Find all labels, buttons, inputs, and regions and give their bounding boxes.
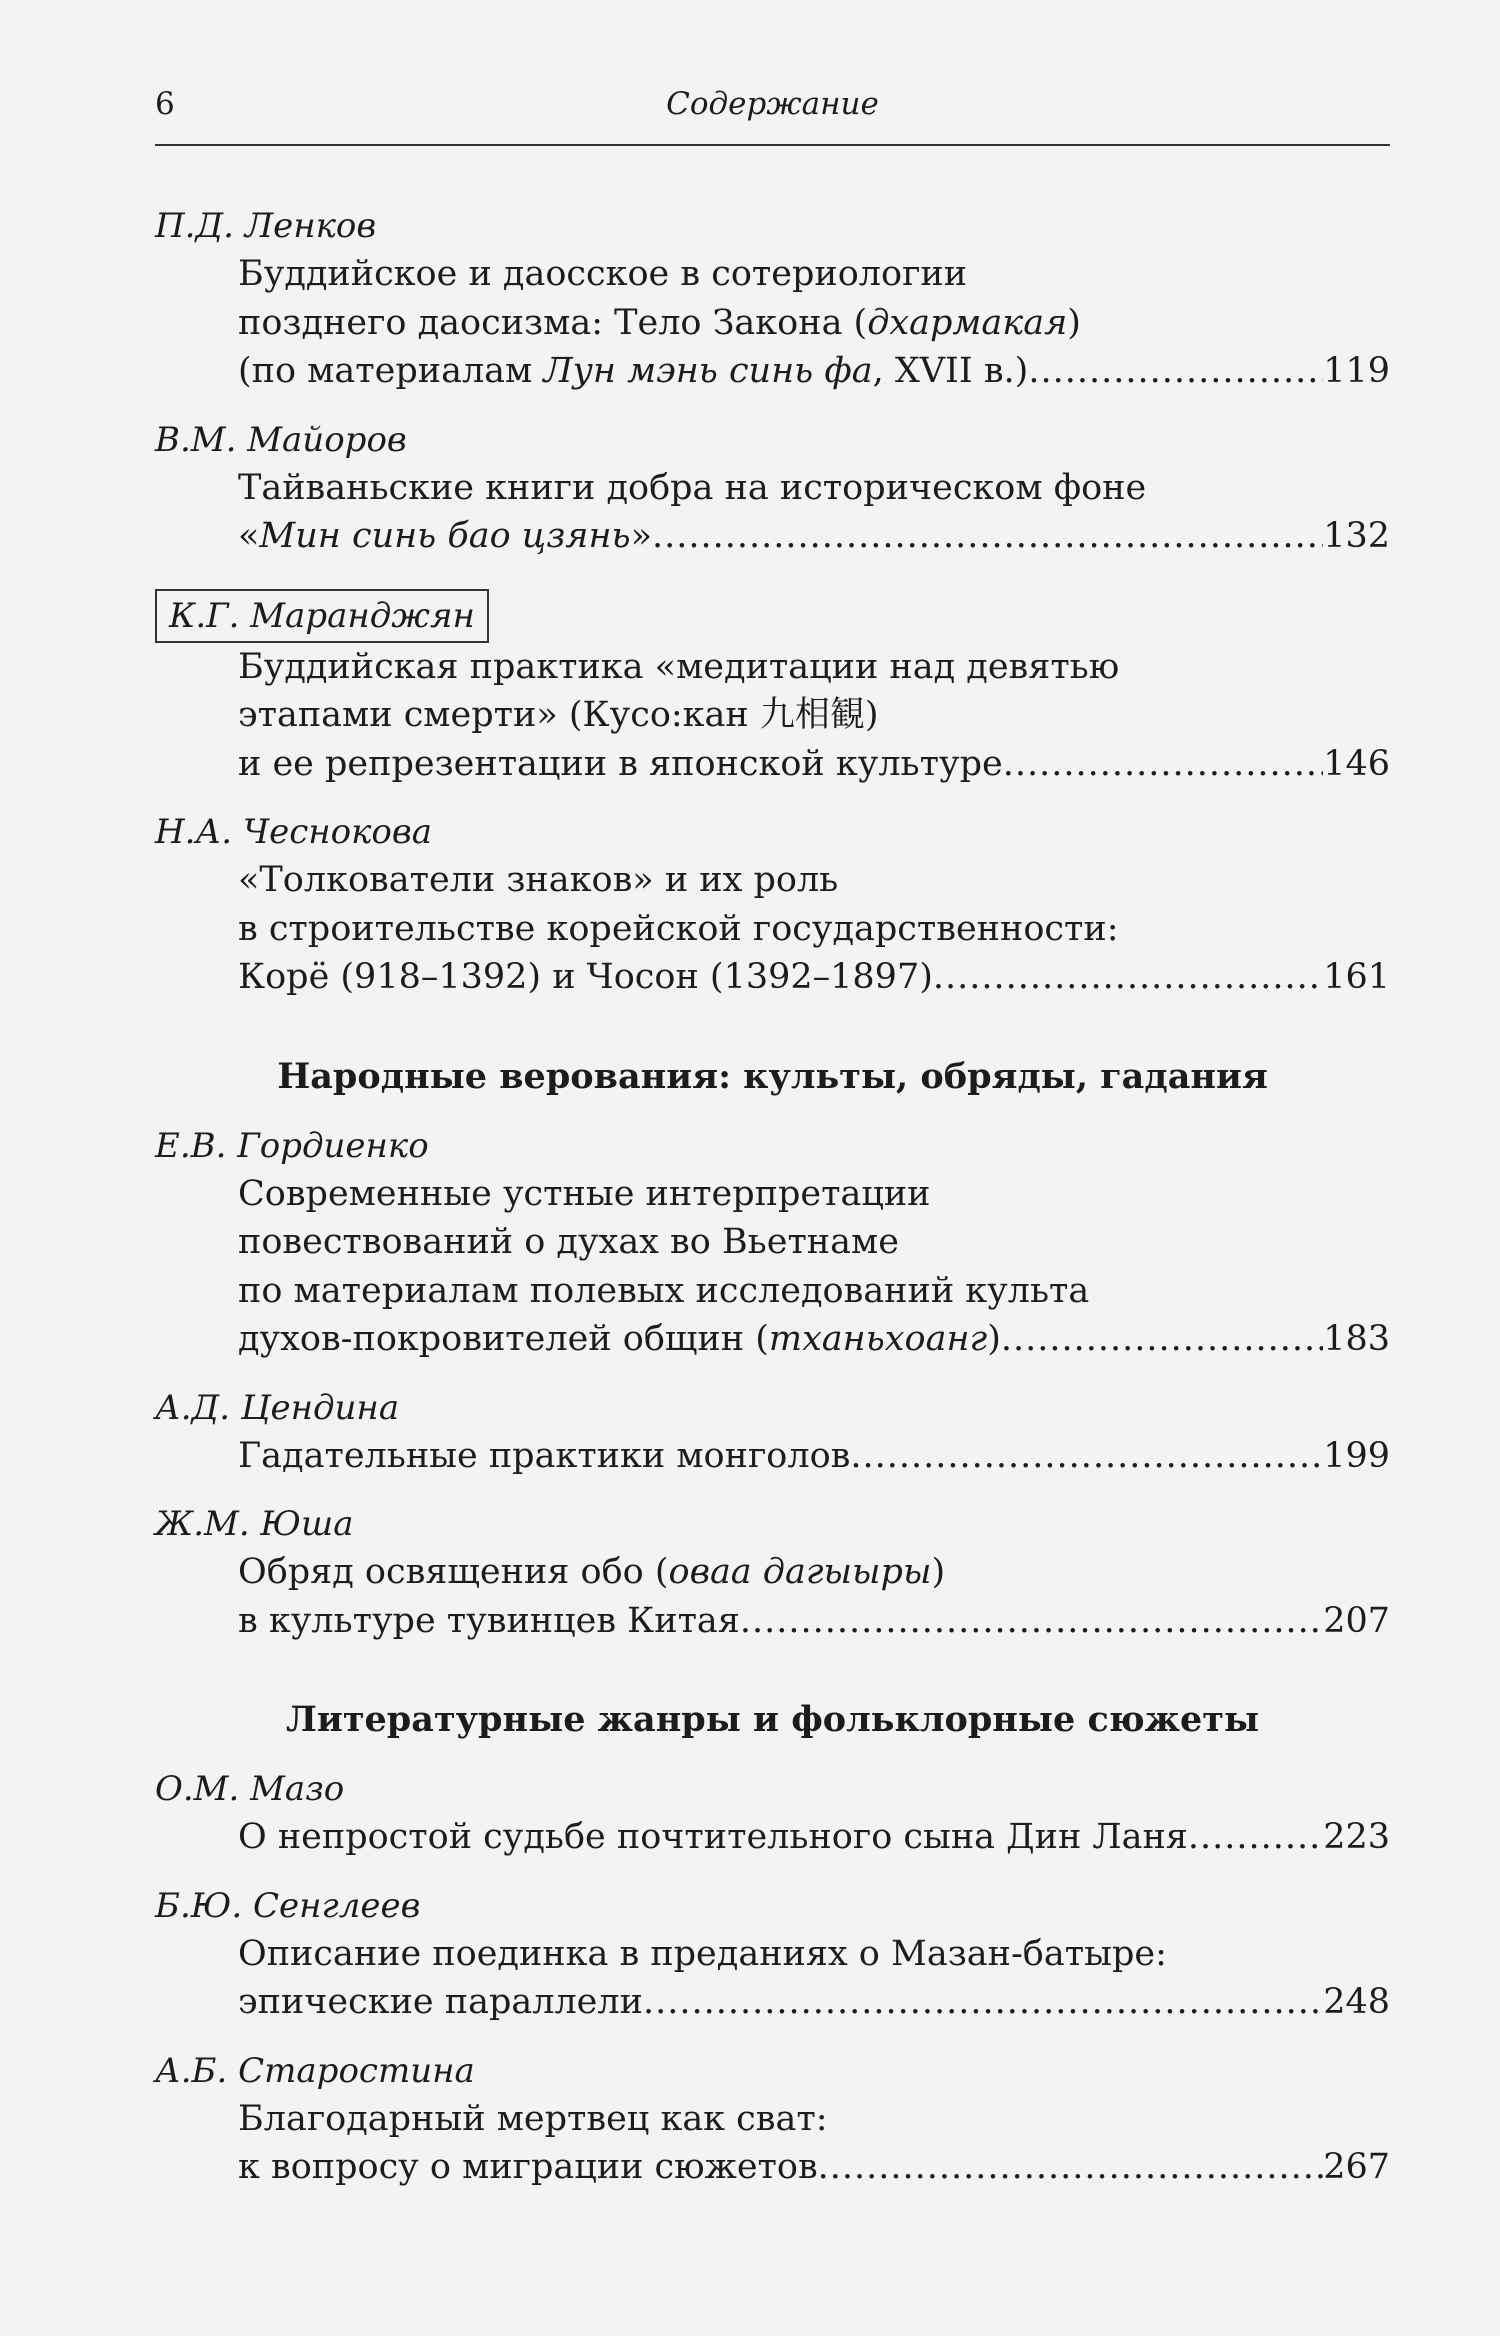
title-text: [238, 1548, 945, 1597]
entry-author: А.Б. Старостина: [155, 2050, 475, 2091]
title-line: [238, 953, 1390, 1002]
page-number: 6: [155, 86, 175, 122]
entry-author: Б.Ю. Сенглеев: [155, 1885, 421, 1926]
leader-dots: [652, 512, 1323, 561]
title-line: [238, 347, 1390, 396]
title-text: [238, 347, 1028, 396]
section-heading: Литературные жанры и фольклорные сюжеты: [285, 1699, 1260, 1740]
title-line: [238, 2143, 1390, 2192]
title-fragment: Гадательные практики монголов: [238, 1435, 851, 1476]
entry-page-number: 132: [1323, 516, 1390, 556]
title-text: [238, 740, 1003, 789]
title-text: [238, 1978, 643, 2027]
title-text: [238, 1597, 740, 1646]
entry-author: К.Г. Маранджян: [155, 589, 489, 643]
entry-title: [238, 1170, 1390, 1364]
entry-author: О.М. Мазо: [155, 1769, 345, 1809]
title-fragment: Описание поединка в преданиях о Мазан-батыре:: [238, 1933, 1167, 1974]
running-head: [155, 86, 1390, 146]
toc-entry: [155, 1384, 1390, 1481]
title-line: [238, 464, 1390, 513]
entry-page-number: 146: [1323, 743, 1390, 784]
title-line: [238, 2095, 1390, 2144]
title-line: [238, 1170, 1390, 1219]
leader-dots: [1028, 347, 1323, 396]
toc-entry: [155, 1882, 1390, 2027]
title-fragment: духов-покровителей общин (: [238, 1319, 769, 1359]
title-fragment: ): [931, 1552, 946, 1592]
title-line: [238, 691, 1390, 740]
title-text: [238, 1218, 899, 1267]
leader-dots: [1003, 740, 1324, 789]
entry-title: [238, 2095, 1390, 2192]
entry-spacer: [155, 1002, 1390, 1016]
title-line: [238, 250, 1390, 299]
entry-author: Е.В. Гордиенко: [155, 1125, 429, 1166]
leader-dots: [933, 953, 1323, 1002]
toc-entry: [155, 1122, 1390, 1364]
leader-dots: [643, 1978, 1323, 2027]
title-fragment: к вопросу о миграции сюжетов: [238, 2147, 818, 2187]
title-line: [238, 740, 1390, 789]
entry-title: [238, 250, 1390, 396]
title-text: [238, 856, 838, 905]
title-fragment: (по материалам: [238, 351, 544, 391]
entry-title: [238, 464, 1390, 561]
title-fragment: эпические параллели: [238, 1982, 643, 2022]
title-fragment: позднего даосизма: Тело Закона (: [238, 302, 868, 343]
entry-title: [238, 1432, 1390, 1481]
title-text: [238, 643, 1119, 692]
title-fragment: ): [987, 1319, 1001, 1359]
title-text: [238, 512, 652, 561]
title-fragment: в культуре тувинцев Китая: [238, 1600, 740, 1641]
entry-page-number: 248: [1323, 1982, 1390, 2022]
title-text: [238, 1930, 1167, 1979]
title-line: [238, 512, 1390, 561]
entry-spacer: [155, 1364, 1390, 1378]
title-line: [238, 1597, 1390, 1646]
entry-author: П.Д. Ленков: [155, 206, 377, 246]
toc-entry: [155, 1765, 1390, 1862]
title-fragment: Современные устные интерпретации: [238, 1173, 931, 1214]
title-fragment: Буддийская практика «медитации над девятью: [238, 646, 1120, 687]
title-fragment: этапами смерти» (Кусо:кан 九相観): [238, 695, 879, 735]
entry-spacer: [155, 2192, 1390, 2206]
entry-page-number: 119: [1323, 351, 1390, 391]
title-text: [238, 2143, 818, 2192]
entry-page-number: 267: [1323, 2147, 1390, 2187]
entry-author: А.Д. Цендина: [155, 1387, 400, 1428]
title-fragment: Буддийское и даосское в сотериологии: [238, 254, 968, 294]
title-line: [238, 1315, 1390, 1364]
entry-author: Ж.М. Юша: [155, 1504, 354, 1544]
leader-dots: [818, 2143, 1324, 2192]
title-line: [238, 1218, 1390, 1267]
entry-page-number: 161: [1323, 957, 1390, 997]
italic-term: Мин синь бао цзянь: [259, 516, 631, 556]
toc-entry: [155, 575, 1390, 789]
entry-title: [238, 1813, 1390, 1862]
entry-author: В.М. Майоров: [155, 419, 407, 460]
title-fragment: ): [1067, 302, 1081, 343]
title-fragment: и ее репрезентации в японской культуре: [238, 743, 1003, 784]
title-text: [238, 1315, 1001, 1364]
title-fragment: Благодарный мертвец как сват:: [238, 2098, 828, 2139]
entry-spacer: [155, 788, 1390, 802]
title-fragment: »: [630, 516, 653, 556]
title-line: [238, 856, 1390, 905]
title-line: [238, 1930, 1390, 1979]
running-head-title: Содержание: [666, 86, 879, 122]
title-line: [238, 299, 1390, 348]
title-fragment: Обряд освящения обо (: [238, 1552, 669, 1592]
toc-entry: [155, 2047, 1390, 2192]
leader-dots: [1001, 1315, 1323, 1364]
entry-spacer: [155, 396, 1390, 410]
title-line: [238, 643, 1390, 692]
title-fragment: , XVII в.): [872, 351, 1029, 391]
italic-term: Лун мэнь синь фа: [543, 351, 873, 391]
title-fragment: Тайваньские книги добра на историческом фоне: [238, 467, 1147, 508]
italic-term: дхармакая: [867, 302, 1068, 343]
toc-entry: [155, 202, 1390, 396]
title-text: [238, 1813, 1188, 1862]
title-text: [238, 2095, 828, 2144]
title-fragment: в строительстве корейской государственности:: [238, 908, 1119, 949]
leader-dots: [740, 1597, 1323, 1646]
title-text: [238, 1432, 850, 1481]
toc-entry: [155, 416, 1390, 561]
title-text: [238, 905, 1119, 954]
entry-title: [238, 1930, 1390, 2027]
title-text: [238, 464, 1146, 513]
entry-spacer: [155, 2027, 1390, 2041]
title-line: [238, 1548, 1390, 1597]
title-fragment: «: [238, 516, 260, 556]
title-fragment: повествований о духах во Вьетнаме: [238, 1222, 899, 1262]
title-text: [238, 1267, 1089, 1316]
section-heading: Народные верования: культы, обряды, гадания: [277, 1055, 1268, 1097]
title-fragment: по материалам полевых исследований культа: [238, 1270, 1090, 1311]
title-fragment: Корё (918–1392) и Чосон (1392–1897): [238, 957, 933, 997]
title-text: [238, 299, 1081, 348]
title-line: [238, 1432, 1390, 1481]
leader-dots: [1188, 1813, 1323, 1862]
title-line: [238, 1267, 1390, 1316]
title-line: [238, 905, 1390, 954]
entry-title: [238, 1548, 1390, 1645]
entry-page-number: 207: [1323, 1600, 1390, 1641]
title-line: [238, 1978, 1390, 2027]
title-text: [238, 1170, 931, 1219]
entry-title: [238, 856, 1390, 1002]
title-text: [238, 691, 879, 740]
title-fragment: О непростой судьбе почтительного сына Дин Ланя: [238, 1817, 1188, 1857]
title-line: [238, 1813, 1390, 1862]
title-fragment: «Толкователи знаков» и их роль: [238, 860, 839, 900]
entry-spacer: [155, 561, 1390, 575]
entry-page-number: 183: [1323, 1319, 1390, 1359]
entry-page-number: 199: [1323, 1435, 1390, 1476]
toc-entry: [155, 808, 1390, 1002]
entry-spacer: [155, 1862, 1390, 1876]
entry-spacer: [155, 1645, 1390, 1659]
title-text: [238, 953, 933, 1002]
table-of-contents: [155, 196, 1390, 2206]
entry-page-number: 223: [1323, 1817, 1390, 1857]
entry-author: Н.А. Чеснокова: [155, 812, 432, 852]
leader-dots: [850, 1432, 1323, 1481]
italic-term: тханьхоанг: [768, 1319, 988, 1359]
title-text: [238, 250, 967, 299]
entry-title: [238, 643, 1390, 789]
italic-term: оваа дагыыры: [668, 1552, 932, 1592]
toc-entry: [155, 1500, 1390, 1645]
entry-spacer: [155, 1480, 1390, 1494]
